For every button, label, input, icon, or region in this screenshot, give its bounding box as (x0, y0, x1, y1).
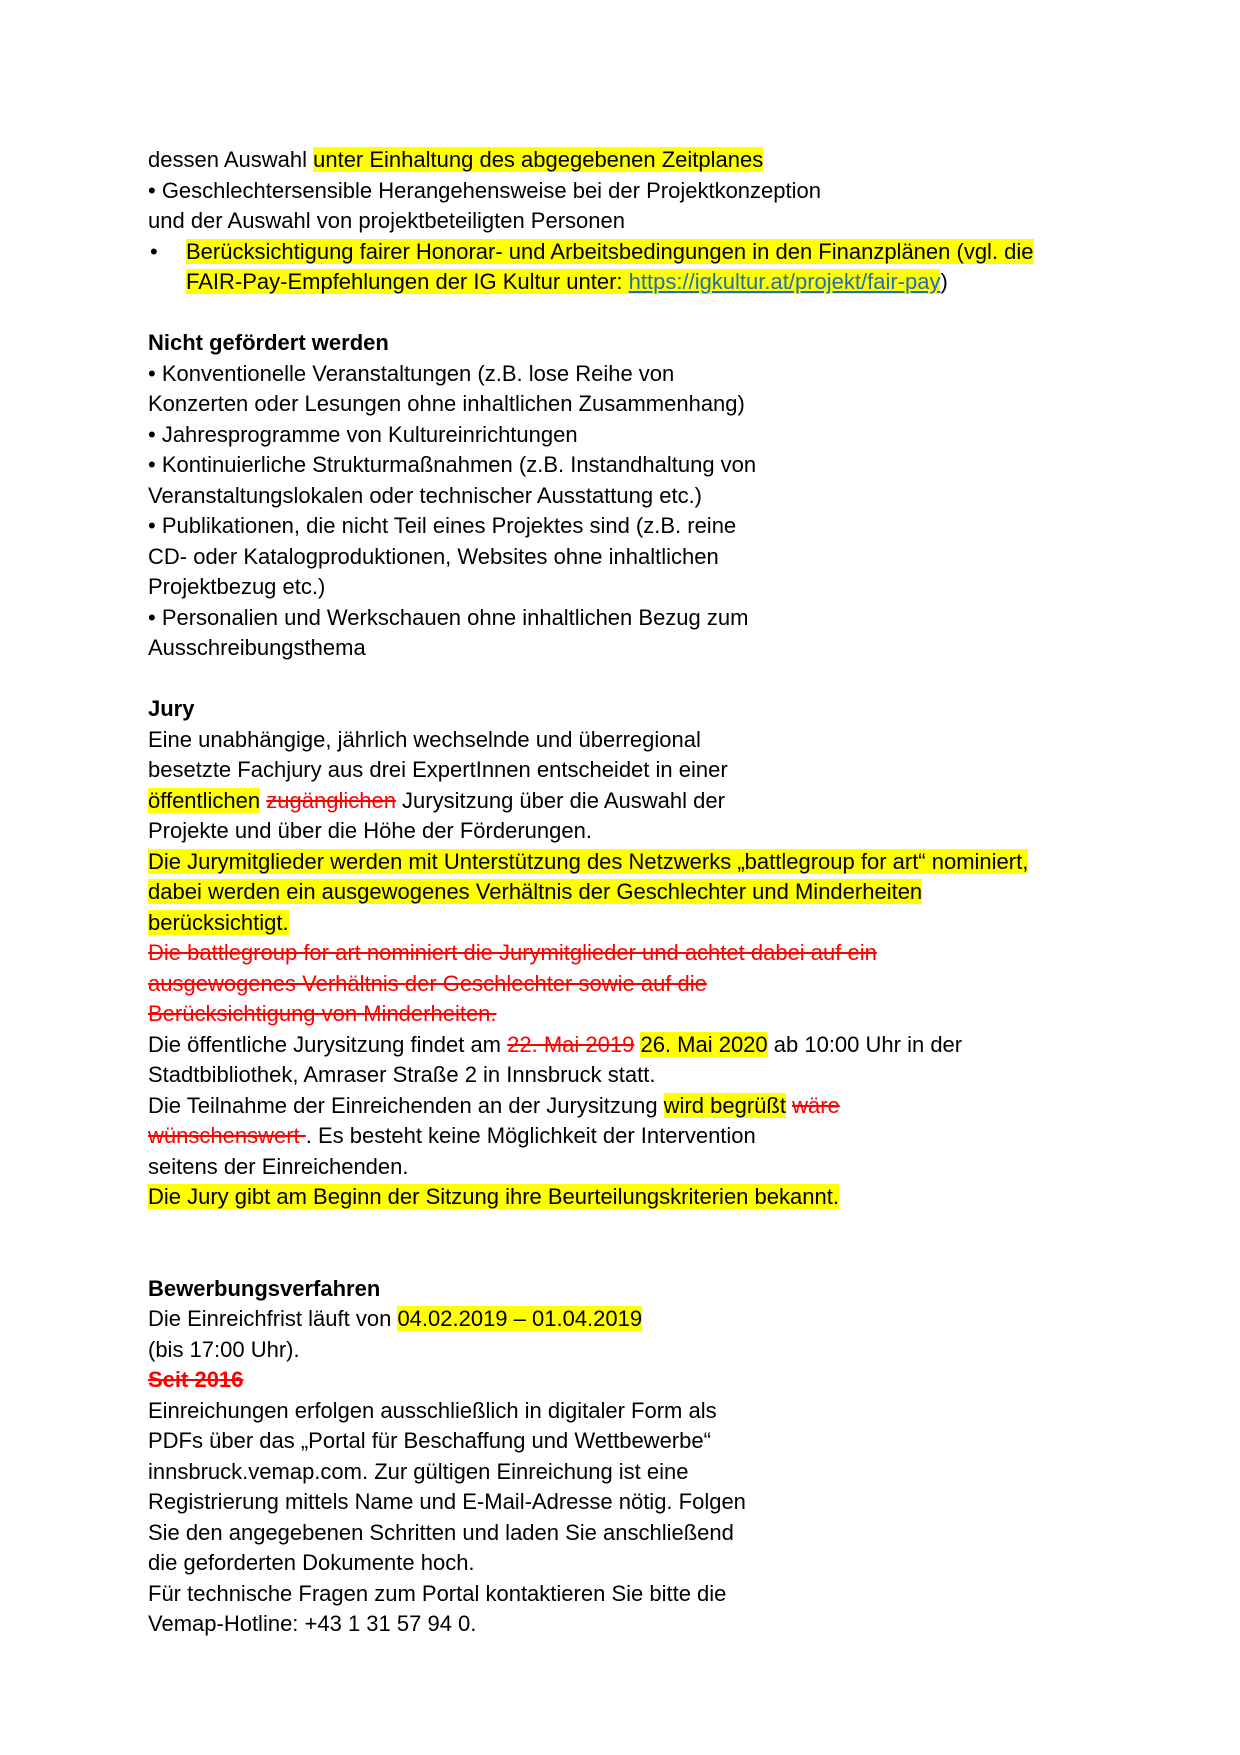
highlighted-text: Die Jury gibt am Beginn der Sitzung ihre Beurteilungskriterien bekannt. (148, 1184, 839, 1209)
bewerbung-line: Einreichungen erfolgen ausschließlich in digitaler Form als (148, 1397, 717, 1423)
intro-line-1 (148, 145, 1088, 176)
list-item: Veranstaltungslokalen oder technischer Ausstattung etc.) (148, 482, 703, 508)
jury-session-line (148, 1030, 1088, 1061)
list-item: Projektbezug etc.) (148, 574, 326, 599)
highlighted-text: Die Jurymitglieder werden mit Unterstützung des Netzwerks „battlegroup for art“ nominiert, (148, 848, 1029, 874)
jury-line: Eine unabhängige, jährlich wechselnde und überregional (148, 726, 701, 752)
jury-text: ab 10:00 Uhr in der (767, 1031, 963, 1057)
bewerbung-line: Vemap-Hotline: +43 1 31 57 94 0. (148, 1611, 477, 1636)
deleted-line (148, 938, 1088, 969)
intro-line-2: • Geschlechtersensible Herangehensweise bei der Projektkonzeption (148, 177, 821, 203)
jury-nomination-line (148, 908, 1088, 939)
list-item: Konzerten oder Lesungen ohne inhaltlichen Zusammenhang) (148, 391, 745, 416)
bewerbung-line: innsbruck.vemap.com. Zur gültigen Einreichung ist eine (148, 1458, 689, 1484)
highlighted-text (186, 269, 940, 294)
jury-participation-line (148, 1091, 1088, 1122)
bewerbung-line: die geforderten Dokumente hoch. (148, 1550, 475, 1575)
highlighted-text: Berücksichtigung fairer Honorar- und Arbeitsbedingungen in den Finanzplänen (vgl. die (186, 238, 1034, 264)
deleted-text: wäre (792, 1092, 840, 1118)
deleted-line (148, 1365, 1088, 1396)
highlighted-text: 04.02.2019 – 01.04.2019 (397, 1306, 643, 1331)
highlighted-text: öffentlichen (148, 787, 261, 813)
jury-line: besetzte Fachjury aus drei ExpertInnen entscheidet in einer (148, 757, 728, 782)
document-body (148, 145, 1088, 1640)
bewerbung-line: Für technische Fragen zum Portal kontaktieren Sie bitte die (148, 1580, 727, 1606)
bewerbung-line: Sie den angegebenen Schritten und laden Sie anschließend (148, 1519, 734, 1545)
spacer (148, 1213, 1088, 1274)
spacer (148, 664, 1088, 695)
list-item: • Personalien und Werkschauen ohne inhaltlichen Bezug zum (148, 604, 749, 630)
jury-participation-line: seitens der Einreichenden. (148, 1153, 409, 1179)
bewerbung-text: Die Einreichfrist läuft von (148, 1306, 398, 1331)
highlighted-text: berücksichtigt. (148, 909, 289, 935)
deleted-line (148, 969, 1088, 1000)
deleted-text: Seit 2016 (148, 1367, 244, 1392)
fair-pay-link[interactable]: https://igkultur.at/projekt/fair-pay (628, 269, 941, 294)
deleted-text: zugänglichen (266, 787, 396, 813)
jury-text: Jurysitzung über die Auswahl der (395, 787, 725, 813)
bewerbung-line: Registrierung mittels Name und E-Mail-Adresse nötig. Folgen (148, 1489, 746, 1514)
jury-text: Die öffentliche Jurysitzung findet am (148, 1031, 508, 1057)
deleted-text: ausgewogenes Verhältnis der Geschlechter sowie auf die (148, 970, 707, 996)
jury-session-line: Stadtbibliothek, Amraser Straße 2 in Innsbruck statt. (148, 1062, 656, 1087)
jury-nomination-line (148, 847, 1088, 878)
deleted-text: wünschenswert (148, 1123, 306, 1148)
list-item: • Kontinuierliche Strukturmaßnahmen (z.B. Instandhaltung von (148, 452, 757, 477)
bullet-icon: • (150, 238, 158, 264)
highlighted-text: 26. Mai 2020 (640, 1031, 768, 1057)
deadline-time: (bis 17:00 Uhr). (148, 1336, 300, 1362)
deleted-line (148, 999, 1088, 1030)
highlighted-text: wird begrüßt (663, 1092, 786, 1118)
closing-paren: ) (940, 269, 948, 294)
list-item: • Publikationen, die nicht Teil eines Projektes sind (z.B. reine (148, 513, 737, 538)
list-item: • Jahresprogramme von Kultureinrichtungen (148, 421, 578, 447)
deleted-text: Berücksichtigung von Minderheiten. (148, 1001, 497, 1026)
jury-nomination-line (148, 877, 1088, 908)
list-item: CD- oder Katalogproduktionen, Websites ohne inhaltlichen (148, 543, 719, 569)
jury-line (148, 786, 1088, 817)
fair-pay-bullet (148, 237, 1088, 298)
jury-text: Die Teilnahme der Einreichenden an der Jurysitzung (148, 1092, 664, 1118)
deleted-text: 22. Mai 2019 (507, 1031, 635, 1057)
deadline-line (148, 1304, 1088, 1335)
jury-line: Projekte und über die Höhe der Förderungen. (148, 818, 592, 843)
list-item: • Konventionelle Veranstaltungen (z.B. lose Reihe von (148, 360, 675, 386)
highlighted-text: unter Einhaltung des abgegebenen Zeitplanes (313, 147, 764, 172)
highlighted-text: dabei werden ein ausgewogenes Verhältnis der Geschlechter und Minderheiten (148, 879, 923, 904)
jury-text: . Es besteht keine Möglichkeit der Intervention (305, 1123, 756, 1148)
jury-criteria-line (148, 1182, 1088, 1213)
spacer (148, 298, 1088, 329)
intro-line-3: und der Auswahl von projektbeteiligten Personen (148, 208, 625, 233)
fair-pay-text: FAIR-Pay-Empfehlungen der IG Kultur unter: (186, 269, 629, 294)
heading-nicht-gefoerdert: Nicht gefördert werden (148, 330, 389, 355)
jury-participation-line (148, 1121, 1088, 1152)
heading-bewerbungsverfahren: Bewerbungsverfahren (148, 1275, 381, 1301)
deleted-text: Die battlegroup for art nominiert die Jurymitglieder und achtet dabei auf ein (148, 940, 877, 965)
bewerbung-line: PDFs über das „Portal für Beschaffung und Wettbewerbe“ (148, 1428, 711, 1453)
heading-jury: Jury (148, 696, 195, 721)
intro-text: dessen Auswahl (148, 147, 314, 172)
list-item: Ausschreibungsthema (148, 635, 366, 660)
